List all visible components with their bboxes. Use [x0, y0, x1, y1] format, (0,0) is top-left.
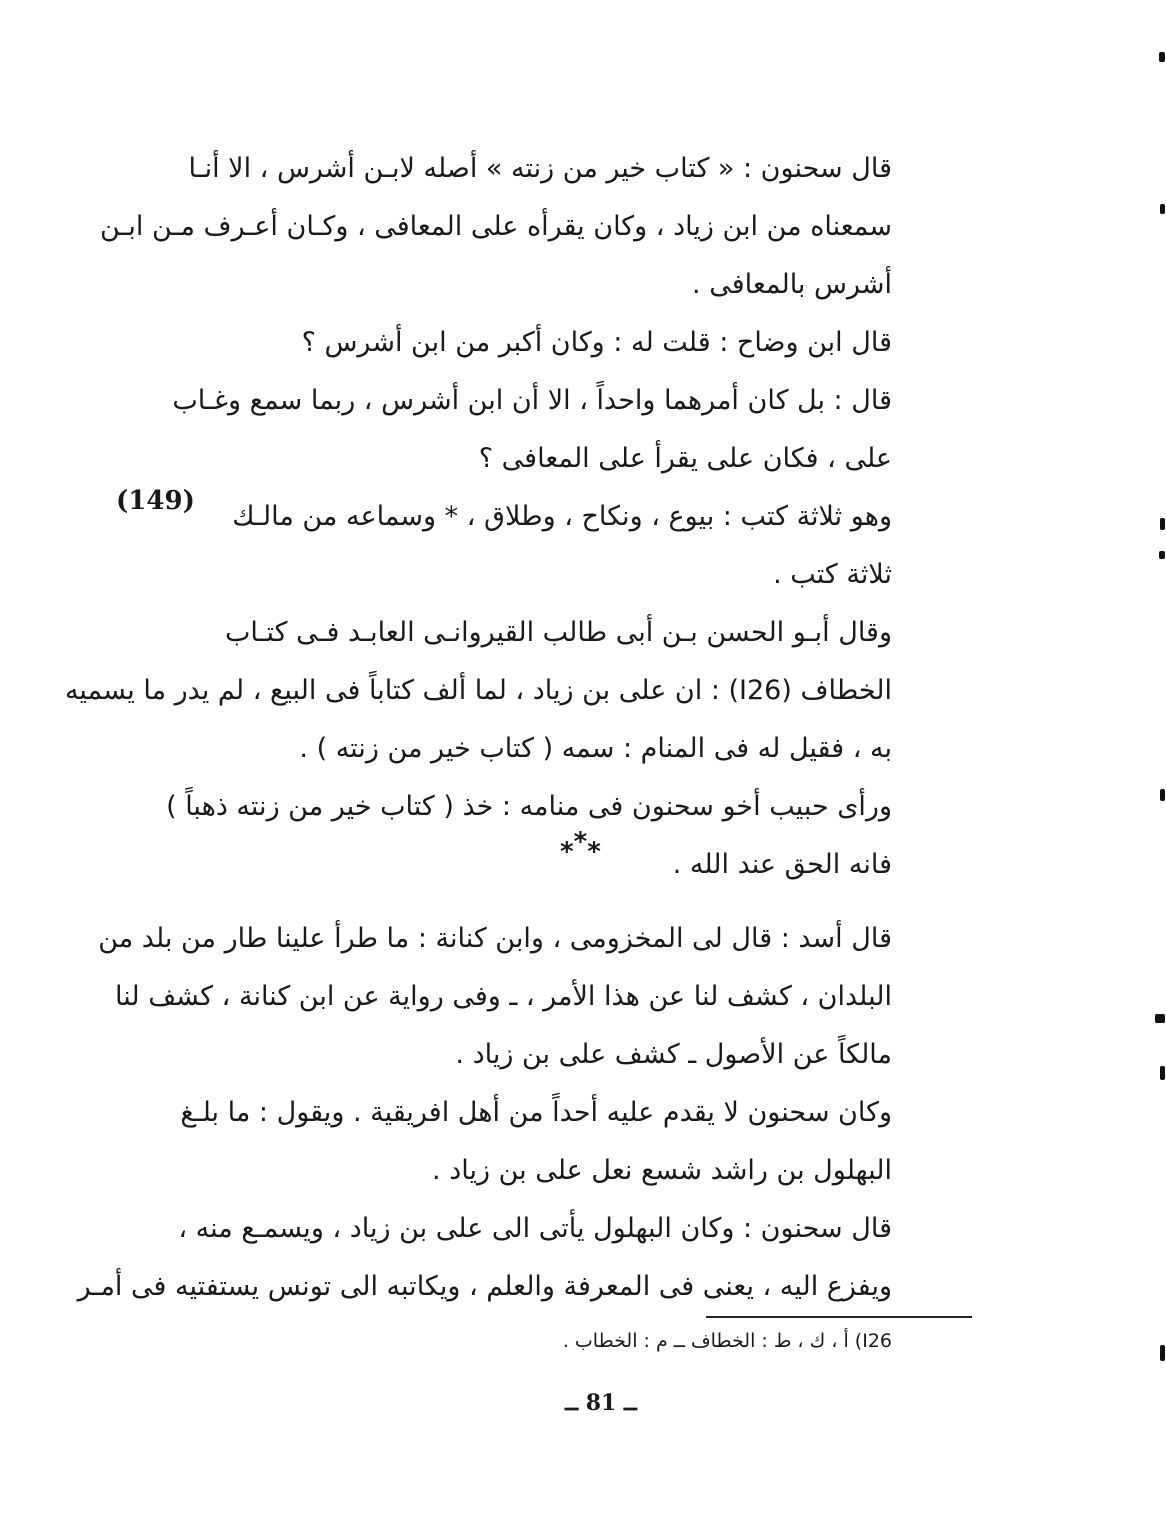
text-line: قال سحنون : « كتاب خير من زنته » أصله لابـن أشرس ، الا أنـا [188, 153, 892, 184]
footnote-rule [706, 1316, 972, 1318]
scan-mark [1159, 52, 1165, 62]
scan-mark [1160, 1066, 1165, 1080]
paragraph-2 [222, 314, 972, 372]
separator-star: * [560, 837, 574, 867]
marginal-folio-number: (149) [116, 486, 195, 516]
text-line: ثلاثة كتب . [773, 559, 892, 590]
text-line: وكان سحنون لا يقدم عليه أحداً من أهل افريقية . ويقول : ما بلـغ [180, 1097, 892, 1128]
text-line: أشرس بالمعافى . [692, 269, 892, 300]
scan-mark [1160, 1345, 1165, 1361]
paragraph-1 [99, 140, 972, 314]
paragraph-6 [166, 778, 972, 894]
scan-mark [1160, 204, 1165, 214]
text-line: قال : بل كان أمرهما واحداً ، الا أن ابن أشرس ، ربما سمع وغـاب [172, 385, 892, 416]
paragraph-9 [77, 1200, 972, 1316]
text-line: قال أسد : قال لى المخزومى ، وابن كنانة : ما طرأ علينا طار من بلد من [98, 923, 892, 954]
text-line: سمعناه من ابن زياد ، وكان يقرأه على المعافى ، وكـان أعـرف مـن ابـن [99, 211, 892, 242]
scan-mark [1160, 518, 1165, 530]
text-line: ورأى حبيب أخو سحنون فى منامه : خذ ( كتاب خير من زنته ذهباً ) [166, 791, 892, 822]
paragraph-8 [180, 1084, 972, 1200]
scan-mark [1155, 1014, 1165, 1023]
scan-mark [1159, 551, 1165, 559]
text-line: البهلول بن راشد شسع نعل على بن زياد . [432, 1155, 892, 1186]
text-line: على ، فكان على يقرأ على المعافى ؟ [478, 443, 892, 474]
text-line: الخطاف (I26) : ان على بن زياد ، لما ألف كتاباً فى البيع ، لم يدر ما يسميه [64, 675, 892, 706]
text-line: وهو ثلاثة كتب : بيوع ، ونكاح ، وطلاق ، * وسماعه من مالـك [232, 501, 892, 532]
paragraph-3 [172, 372, 972, 488]
section-separator [560, 827, 601, 867]
separator-star: * [587, 837, 601, 867]
text-line: قال ابن وضاح : قلت له : وكان أكبر من ابن أشرس ؟ [301, 327, 892, 358]
text-line: وقال أبـو الحسن بـن أبى طالب القيروانـى العابـد فـى كتـاب [224, 617, 892, 648]
paragraph-5 [64, 604, 972, 778]
scan-mark [1160, 789, 1165, 801]
text-line: البلدان ، كشف لنا عن هذا الأمر ، ـ وفى رواية عن ابن كنانة ، كشف لنا [115, 981, 892, 1012]
text-line: ويفزع اليه ، يعنى فى المعرفة والعلم ، ويكاتبه الى تونس يستفتيه فى أمـر [77, 1271, 892, 1302]
separator-star: * [573, 827, 588, 857]
text-line: قال سحنون : وكان البهلول يأتى الى على بن زياد ، ويسمـع منه ، [178, 1213, 892, 1244]
text-line: به ، فقيل له فى المنام : سمه ( كتاب خير من زنته ) . [299, 733, 892, 764]
footnote: I26) أ ، ك ، ط : الخطاف ــ م : الخطاب . [562, 1330, 892, 1352]
paragraph-4 [222, 488, 972, 604]
text-line: فانه الحق عند الله . [672, 849, 892, 880]
page-number: ــ 81 ــ [565, 1390, 637, 1416]
text-line: مالكاً عن الأصول ـ كشف على بن زياد . [455, 1039, 892, 1070]
paragraph-7 [98, 910, 972, 1084]
